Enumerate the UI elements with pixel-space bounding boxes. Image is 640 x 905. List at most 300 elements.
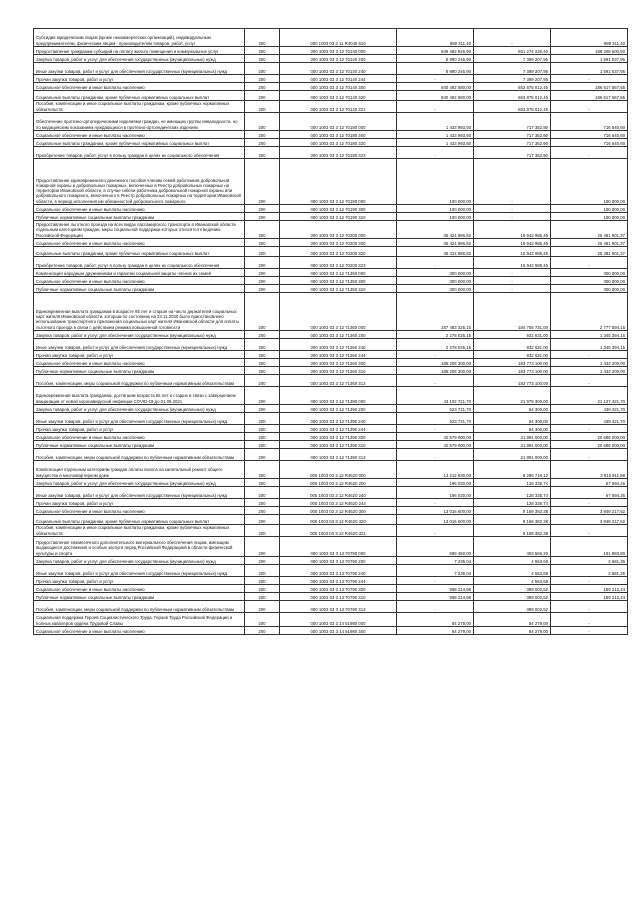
- row-budget-classification-code: 000 1003 03 3 12 71390 313: [280, 449, 397, 461]
- row-budget-classification-code: 000 1003 03 3 12 70190 000: [280, 159, 397, 205]
- row-executed-amount: 15 942 985,45: [474, 247, 551, 257]
- table-row: [34, 47, 628, 55]
- row-unexecuted-amount: 25 481 901,37: [551, 239, 628, 247]
- row-approved-amount: 7 235,04: [397, 565, 474, 577]
- table-row: [34, 55, 628, 63]
- row-unexecuted-amount: -: [551, 351, 628, 359]
- row-approved-amount: 2 278 025,15: [397, 339, 474, 351]
- row-unexecuted-amount: -: [551, 147, 628, 159]
- table-row: [34, 285, 628, 293]
- row-executed-amount: 84 300,00: [474, 413, 551, 425]
- row-name: Социальные выплаты гражданам, кроме публичных нормативных социальных выплат: [34, 139, 245, 147]
- row-budget-classification-code: 000 1003 03 3 12 70140 200: [280, 55, 397, 63]
- row-executed-amount: 183 773 100,00: [474, 367, 551, 375]
- row-budget-classification-code: 000 1003 03 3 12 R4620 320: [280, 515, 397, 525]
- row-executed-amount: -: [474, 213, 551, 221]
- row-unexecuted-amount: -: [551, 101, 628, 113]
- row-approved-amount: 13 212 630,00: [397, 461, 474, 479]
- row-approved-amount: 300 000,00: [397, 269, 474, 277]
- row-line-code: 200: [245, 159, 280, 205]
- row-name: Компенсация народным дружинникам и гарантии социальной защиты членов их семей: [34, 269, 245, 277]
- row-executed-amount: 183 773 100,00: [474, 375, 551, 387]
- row-approved-amount: 100 000,00: [397, 159, 474, 205]
- row-unexecuted-amount: 3 848 217,62: [551, 507, 628, 515]
- row-line-code: 200: [245, 269, 280, 277]
- row-unexecuted-amount: -: [551, 257, 628, 269]
- row-line-code: 200: [245, 413, 280, 425]
- table-row: [34, 221, 628, 239]
- row-unexecuted-amount: 20 688 000,00: [551, 433, 628, 441]
- row-line-code: 200: [245, 601, 280, 613]
- row-line-code: 200: [245, 247, 280, 257]
- row-budget-classification-code: 000 1003 03 3 13 70790 313: [280, 601, 397, 613]
- table-row: [34, 613, 628, 627]
- table-row: [34, 91, 628, 101]
- row-line-code: 200: [245, 367, 280, 375]
- row-name: Предоставление льготного проезда на всех видах пассажирского транспорта в Ивановской области отдельным категориям граждан, меры социальной поддержки которых относятся к ведению Российской Федерации: [34, 221, 245, 239]
- row-line-code: 200: [245, 293, 280, 331]
- row-executed-amount: 399 002,52: [474, 585, 551, 593]
- row-name: Пособия, компенсации, меры социальной поддержки по публичным нормативным обязательствам: [34, 375, 245, 387]
- row-budget-classification-code: 000 1003 03 3 13 70790 300: [280, 585, 397, 593]
- row-unexecuted-amount: 716 640,60: [551, 113, 628, 131]
- row-name: Социальное обеспечение и иные выплаты населению: [34, 359, 245, 367]
- table-row: [34, 405, 628, 413]
- row-budget-classification-code: 000 1003 03 3 12 71360 313: [280, 375, 397, 387]
- table-row: [34, 537, 628, 557]
- row-executed-amount: 7 399 207,95: [474, 63, 551, 75]
- row-line-code: 200: [245, 239, 280, 247]
- row-budget-classification-code: 000 1003 03 3 12 71350 300: [280, 277, 397, 285]
- table-row: [34, 479, 628, 487]
- row-unexecuted-amount: 188 208 600,50: [551, 47, 628, 55]
- row-executed-amount: -: [474, 205, 551, 213]
- row-executed-amount: 15 942 985,45: [474, 221, 551, 239]
- row-budget-classification-code: 000 1003 03 3 12 70140 300: [280, 83, 397, 91]
- row-approved-amount: 196 030,00: [397, 487, 474, 499]
- row-name: Публичные нормативные социальные выплаты гражданам: [34, 213, 245, 221]
- row-executed-amount: 9 168 382,38: [474, 525, 551, 537]
- row-budget-classification-code: 000 1003 03 3 13 70790 244: [280, 577, 397, 585]
- row-name: Компенсация отдельным категориям граждан оплаты взноса на капитальный ремонт общего имущества в многоквартирном доме: [34, 461, 245, 479]
- row-name: Единовременная выплата гражданам в возрасте 65 лет и старше на число держателей социальных карт жителя Ивановской области, которым по состоянию на 24.11.2020 было приостановлено использование транспортного приложения социальных карт жителя Ивановской области для оплаты льготного проезда в связи с действием режима повышенной готовности: [34, 293, 245, 331]
- row-line-code: 200: [245, 205, 280, 213]
- row-name: Пособия, компенсации, меры социальной поддержки по публичным нормативным обязательствам: [34, 449, 245, 461]
- row-approved-amount: -: [397, 449, 474, 461]
- row-line-code: 200: [245, 525, 280, 537]
- row-line-code: 200: [245, 565, 280, 577]
- row-executed-amount: 9 168 382,38: [474, 515, 551, 525]
- row-unexecuted-amount: 100 000,00: [551, 205, 628, 213]
- row-budget-classification-code: 000 1003 03 3 14 51980 300: [280, 627, 397, 635]
- row-unexecuted-amount: -: [551, 627, 628, 635]
- row-executed-amount: 7 399 207,95: [474, 55, 551, 63]
- row-line-code: 200: [245, 221, 280, 239]
- row-line-code: 200: [245, 449, 280, 461]
- row-budget-classification-code: 000 1003 03 3 12 71390 300: [280, 433, 397, 441]
- table-row: [34, 131, 628, 139]
- row-approved-amount: 588 214,96: [397, 585, 474, 593]
- row-executed-amount: -: [474, 277, 551, 285]
- row-executed-amount: 717 352,90: [474, 139, 551, 147]
- row-unexecuted-amount: 1 591 037,95: [551, 63, 628, 75]
- table-row: [34, 213, 628, 221]
- row-name: Социальное обеспечение и иные выплаты населению: [34, 433, 245, 441]
- row-budget-classification-code: 000 1003 03 3 12 70180 000: [280, 113, 397, 131]
- row-name: Социальное обеспечение и иные выплаты населению: [34, 627, 245, 635]
- row-executed-amount: 4 553,68: [474, 565, 551, 577]
- row-line-code: 200: [245, 285, 280, 293]
- row-unexecuted-amount: 21 127 421,70: [551, 387, 628, 405]
- row-budget-classification-code: 000 1003 03 3 12 70140 244: [280, 75, 397, 83]
- row-budget-classification-code: 000 1003 03 3 12 R4620 321: [280, 525, 397, 537]
- row-approved-amount: 595 450,00: [397, 537, 474, 557]
- row-line-code: 200: [245, 139, 280, 147]
- row-executed-amount: 84 279,00: [474, 613, 551, 627]
- row-approved-amount: -: [397, 425, 474, 433]
- row-line-code: 200: [245, 613, 280, 627]
- row-unexecuted-amount: 1 432 200,00: [551, 367, 628, 375]
- table-row: [34, 29, 628, 47]
- row-name: Прочая закупка товаров, работ и услуг: [34, 425, 245, 433]
- row-budget-classification-code: 000 1003 03 3 14 51980 000: [280, 613, 397, 627]
- row-approved-amount: 35 424 886,82: [397, 221, 474, 239]
- row-unexecuted-amount: 67 694,26: [551, 479, 628, 487]
- row-executed-amount: 15 942 985,45: [474, 257, 551, 269]
- row-unexecuted-amount: 300 000,00: [551, 277, 628, 285]
- row-approved-amount: 13 016 600,00: [397, 515, 474, 525]
- row-name: Приобретение товаров, работ, услуг в пользу граждан в целях их социального обеспечения: [34, 257, 245, 269]
- row-unexecuted-amount: 300 000,00: [551, 285, 628, 293]
- row-unexecuted-amount: -: [551, 601, 628, 613]
- row-approved-amount: 43 102 721,70: [397, 387, 474, 405]
- table-row: [34, 277, 628, 285]
- row-executed-amount: 653 875 012,45: [474, 91, 551, 101]
- table-row: [34, 159, 628, 205]
- row-budget-classification-code: 000 1003 03 3 12 70180 323: [280, 147, 397, 159]
- row-unexecuted-amount: 300 000,00: [551, 269, 628, 277]
- row-budget-classification-code: 000 1003 03 3 12 R4620 240: [280, 487, 397, 499]
- table-row: [34, 367, 628, 375]
- row-unexecuted-amount: 1 432 200,00: [551, 359, 628, 367]
- table-row: [34, 63, 628, 75]
- row-approved-amount: 300 000,00: [397, 285, 474, 293]
- row-approved-amount: 1 433 993,50: [397, 139, 474, 147]
- row-name: Публичные нормативные социальные выплаты гражданам: [34, 441, 245, 449]
- row-budget-classification-code: 000 1003 03 3 13 70790 240: [280, 565, 397, 577]
- row-name: Социальное обеспечение и иные выплаты населению: [34, 83, 245, 91]
- row-executed-amount: 932 631,00: [474, 339, 551, 351]
- row-unexecuted-amount: 716 640,60: [551, 139, 628, 147]
- table-row: [34, 293, 628, 331]
- row-name: Прочая закупка товаров, работ и услуг: [34, 499, 245, 507]
- row-line-code: 200: [245, 515, 280, 525]
- table-row: [34, 83, 628, 91]
- row-unexecuted-amount: 3 915 911,88: [551, 461, 628, 479]
- row-budget-classification-code: 000 1003 03 3 12 71350 000: [280, 269, 397, 277]
- table-row: [34, 387, 628, 405]
- row-budget-classification-code: 000 1003 03 3 12 71360 310: [280, 367, 397, 375]
- row-budget-classification-code: 000 1003 03 3 13 70790 000: [280, 537, 397, 557]
- row-approved-amount: 2 278 025,15: [397, 331, 474, 339]
- row-executed-amount: 9 296 718,12: [474, 461, 551, 479]
- row-executed-amount: 128 335,74: [474, 479, 551, 487]
- row-line-code: 200: [245, 433, 280, 441]
- row-name: Иные закупки товаров, работ и услуг для обеспечения государственных (муниципальных) нужд: [34, 487, 245, 499]
- row-unexecuted-amount: 67 694,26: [551, 487, 628, 499]
- row-name: Социальное обеспечение и иные выплаты населению: [34, 585, 245, 593]
- row-name: Субсидия юридическим лицам (кроме некоммерческих организаций), индивидуальным предпринимателям, физическим лицам - производителям товаров, работ, услуг: [34, 29, 245, 47]
- row-name: Социальное обеспечение и иные выплаты населению: [34, 131, 245, 139]
- row-name: Социальное обеспечение и иные выплаты населению: [34, 507, 245, 515]
- row-budget-classification-code: 000 1003 03 3 12 71390 240: [280, 413, 397, 425]
- row-executed-amount: -: [474, 29, 551, 47]
- row-executed-amount: 183 773 100,00: [474, 359, 551, 367]
- row-budget-classification-code: 000 1003 03 3 12 71390 244: [280, 425, 397, 433]
- table-row: [34, 557, 628, 565]
- row-unexecuted-amount: 3 848 217,62: [551, 515, 628, 525]
- row-budget-classification-code: 000 1003 03 3 12 R4620 000: [280, 461, 397, 479]
- row-executed-amount: 399 002,52: [474, 601, 551, 613]
- row-executed-amount: 21 975 300,00: [474, 387, 551, 405]
- row-executed-amount: 15 942 985,45: [474, 239, 551, 247]
- row-unexecuted-amount: -: [551, 499, 628, 507]
- row-approved-amount: 185 205 300,00: [397, 359, 474, 367]
- row-unexecuted-amount: 25 481 901,37: [551, 247, 628, 257]
- row-line-code: 200: [245, 627, 280, 635]
- row-budget-classification-code: 000 1003 03 3 12 70180 300: [280, 131, 397, 139]
- row-name: Социальное обеспечение и иные выплаты населению: [34, 205, 245, 213]
- row-approved-amount: -: [397, 101, 474, 113]
- row-name: Публичные нормативные социальные выплаты гражданам: [34, 367, 245, 375]
- row-budget-classification-code: 000 1003 03 3 12 70140 000: [280, 47, 397, 55]
- row-executed-amount: 84 300,00: [474, 425, 551, 433]
- row-name: Социальное обеспечение и иные выплаты населению: [34, 239, 245, 247]
- row-budget-classification-code: 000 1003 03 3 12 71360 200: [280, 331, 397, 339]
- row-budget-classification-code: 000 1003 03 3 12 70200 323: [280, 257, 397, 269]
- table-row: [34, 113, 628, 131]
- row-unexecuted-amount: 20 688 000,00: [551, 441, 628, 449]
- row-budget-classification-code: 000 1003 03 3 12 71390 200: [280, 405, 397, 413]
- row-name: Пособия, компенсации, меры социальной поддержки по публичным нормативным обязательствам: [34, 601, 245, 613]
- table-row: [34, 351, 628, 359]
- table-row: [34, 413, 628, 425]
- row-budget-classification-code: 000 1003 03 3 12 71360 000: [280, 293, 397, 331]
- row-line-code: 200: [245, 277, 280, 285]
- row-line-code: 200: [245, 585, 280, 593]
- row-unexecuted-amount: 186 617 567,55: [551, 91, 628, 101]
- row-line-code: 200: [245, 91, 280, 101]
- row-line-code: 200: [245, 75, 280, 83]
- row-name: Социальные выплаты гражданам, кроме публичных нормативных социальных выплат: [34, 247, 245, 257]
- row-unexecuted-amount: 189 212,44: [551, 585, 628, 593]
- row-unexecuted-amount: 1 345 394,15: [551, 331, 628, 339]
- row-line-code: 200: [245, 507, 280, 515]
- row-approved-amount: 588 214,96: [397, 593, 474, 601]
- table-row: [34, 601, 628, 613]
- row-line-code: 200: [245, 55, 280, 63]
- row-executed-amount: 661 274 226,40: [474, 47, 551, 55]
- row-executed-amount: 403 566,20: [474, 537, 551, 557]
- row-line-code: 200: [245, 101, 280, 113]
- row-unexecuted-amount: 189 212,44: [551, 593, 628, 601]
- table-row: [34, 507, 628, 515]
- row-name: Прочая закупка товаров, работ и услуг: [34, 351, 245, 359]
- row-executed-amount: 399 002,52: [474, 593, 551, 601]
- row-unexecuted-amount: 100 000,00: [551, 159, 628, 205]
- budget-execution-table: [33, 28, 628, 635]
- row-executed-amount: 21 891 000,00: [474, 449, 551, 461]
- row-unexecuted-amount: 989 311,40: [551, 29, 628, 47]
- row-executed-amount: 21 891 000,00: [474, 433, 551, 441]
- row-unexecuted-amount: 100 000,00: [551, 213, 628, 221]
- row-name: Иные закупки товаров, работ и услуг для обеспечения государственных (муниципальных) нужд: [34, 565, 245, 577]
- row-approved-amount: 523 721,70: [397, 405, 474, 413]
- row-line-code: 200: [245, 537, 280, 557]
- row-unexecuted-amount: -: [551, 449, 628, 461]
- table-row: [34, 499, 628, 507]
- row-executed-amount: 653 875 012,45: [474, 83, 551, 91]
- row-approved-amount: 187 483 325,15: [397, 293, 474, 331]
- row-budget-classification-code: 000 1003 03 3 12 70140 320: [280, 91, 397, 101]
- table-row: [34, 627, 628, 635]
- row-budget-classification-code: 000 1003 03 3 12 70140 240: [280, 63, 397, 75]
- row-approved-amount: 300 000,00: [397, 277, 474, 285]
- table-row: [34, 257, 628, 269]
- row-budget-classification-code: 000 1003 03 3 12 R4620 300: [280, 507, 397, 515]
- row-line-code: 200: [245, 425, 280, 433]
- table-row: [34, 593, 628, 601]
- row-approved-amount: 8 990 246,90: [397, 63, 474, 75]
- row-name: Иные закупки товаров, работ и услуг для обеспечения государственных (муниципальных) нужд: [34, 63, 245, 75]
- table-row: [34, 487, 628, 499]
- row-approved-amount: -: [397, 499, 474, 507]
- table-row: [34, 449, 628, 461]
- row-line-code: 200: [245, 479, 280, 487]
- row-line-code: 200: [245, 557, 280, 565]
- row-executed-amount: 717 352,90: [474, 113, 551, 131]
- row-unexecuted-amount: -: [551, 75, 628, 83]
- table-row: [34, 515, 628, 525]
- row-unexecuted-amount: -: [551, 613, 628, 627]
- table-row: [34, 247, 628, 257]
- row-budget-classification-code: 000 1003 03 3 12 71390 310: [280, 441, 397, 449]
- row-approved-amount: -: [397, 75, 474, 83]
- row-executed-amount: 4 553,68: [474, 577, 551, 585]
- table-row: [34, 565, 628, 577]
- row-budget-classification-code: 000 1003 03 3 12 70200 000: [280, 221, 397, 239]
- row-unexecuted-amount: 2 777 594,15: [551, 293, 628, 331]
- row-budget-classification-code: 000 1003 03 3 12 71390 000: [280, 387, 397, 405]
- row-approved-amount: 989 311,40: [397, 29, 474, 47]
- row-unexecuted-amount: 2 681,36: [551, 557, 628, 565]
- row-approved-amount: 185 205 300,00: [397, 367, 474, 375]
- row-budget-classification-code: 000 1003 03 3 12 71360 240: [280, 339, 397, 351]
- row-line-code: 200: [245, 331, 280, 339]
- table-body: [34, 29, 628, 635]
- table-row: [34, 433, 628, 441]
- table-row: [34, 425, 628, 433]
- row-budget-classification-code: 000 1003 03 3 12 70200 300: [280, 239, 397, 247]
- row-approved-amount: 1 433 993,50: [397, 131, 474, 139]
- row-line-code: 200: [245, 147, 280, 159]
- row-line-code: 200: [245, 213, 280, 221]
- row-approved-amount: 84 279,00: [397, 627, 474, 635]
- row-line-code: 200: [245, 487, 280, 499]
- row-approved-amount: -: [397, 257, 474, 269]
- table-row: [34, 441, 628, 449]
- row-line-code: 200: [245, 499, 280, 507]
- row-budget-classification-code: 000 1003 03 3 12 70190 300: [280, 205, 397, 213]
- row-executed-amount: 9 168 382,38: [474, 507, 551, 515]
- row-line-code: 200: [245, 577, 280, 585]
- row-unexecuted-amount: 439 421,70: [551, 413, 628, 425]
- row-name: Пособия, компенсации и иные социальные выплаты гражданам, кроме публичных нормативных обязательств: [34, 525, 245, 537]
- row-approved-amount: -: [397, 351, 474, 359]
- report-page: [33, 28, 625, 635]
- table-row: [34, 461, 628, 479]
- row-line-code: 200: [245, 83, 280, 91]
- row-name: Закупка товаров, работ и услуг для обеспечения государственных (муниципальных) нужд: [34, 557, 245, 565]
- table-row: [34, 101, 628, 113]
- row-budget-classification-code: 000 1003 03 3 12 70140 321: [280, 101, 397, 113]
- row-executed-amount: 717 352,90: [474, 147, 551, 159]
- row-name: Социальные выплаты гражданам, кроме публичных нормативных социальных выплат: [34, 515, 245, 525]
- row-approved-amount: 13 016 600,00: [397, 507, 474, 515]
- row-line-code: 200: [245, 47, 280, 55]
- row-name: Публичные нормативные социальные выплаты гражданам: [34, 593, 245, 601]
- row-name: Прочая закупка товаров, работ и услуг: [34, 75, 245, 83]
- row-budget-classification-code: 000 1003 03 3 12 71360 244: [280, 351, 397, 359]
- row-executed-amount: 653 875 012,45: [474, 101, 551, 113]
- row-line-code: 200: [245, 375, 280, 387]
- row-executed-amount: 84 279,00: [474, 627, 551, 635]
- row-executed-amount: 4 553,68: [474, 557, 551, 565]
- row-approved-amount: 100 000,00: [397, 213, 474, 221]
- row-executed-amount: 128 335,74: [474, 499, 551, 507]
- table-row: [34, 585, 628, 593]
- row-name: Прочая закупка товаров, работ и услуг: [34, 577, 245, 585]
- row-budget-classification-code: 000 1003 03 3 12 R4620 200: [280, 479, 397, 487]
- row-name: Закупка товаров, работ и услуг для обеспечения государственных (муниципальных) нужд: [34, 55, 245, 63]
- row-unexecuted-amount: 1 591 037,95: [551, 55, 628, 63]
- row-name: Предоставление гражданам субсидий на оплату жилого помещения и коммунальных услуг: [34, 47, 245, 55]
- row-executed-amount: 184 705 731,00: [474, 293, 551, 331]
- row-line-code: 200: [245, 131, 280, 139]
- row-unexecuted-amount: 439 421,70: [551, 405, 628, 413]
- row-unexecuted-amount: 1 345 394,15: [551, 339, 628, 351]
- row-executed-amount: 128 335,74: [474, 487, 551, 499]
- row-budget-classification-code: 000 1003 03 3 11 R4040 810: [280, 29, 397, 47]
- row-line-code: 200: [245, 29, 280, 47]
- table-row: [34, 205, 628, 213]
- row-unexecuted-amount: 191 883,80: [551, 537, 628, 557]
- table-row: [34, 359, 628, 367]
- row-name: Закупка товаров, работ и услуг для обеспечения государственных (муниципальных) нужд: [34, 479, 245, 487]
- table-row: [34, 147, 628, 159]
- row-unexecuted-amount: -: [551, 425, 628, 433]
- row-name: Иные закупки товаров, работ и услуг для обеспечения государственных (муниципальных) нужд: [34, 413, 245, 425]
- row-executed-amount: -: [474, 285, 551, 293]
- table-row: [34, 375, 628, 387]
- table-row: [34, 239, 628, 247]
- row-name: Обеспечение протезно-ортопедическими изделиями граждан, не имеющих группы инвалидности, но по медицинским показаниям нуждающихся в протезно-ортопедических изделиях: [34, 113, 245, 131]
- row-unexecuted-amount: -: [551, 525, 628, 537]
- row-line-code: 200: [245, 359, 280, 367]
- row-executed-amount: -: [474, 159, 551, 205]
- row-name: Публичные нормативные социальные выплаты гражданам: [34, 285, 245, 293]
- row-approved-amount: 849 482 826,90: [397, 47, 474, 55]
